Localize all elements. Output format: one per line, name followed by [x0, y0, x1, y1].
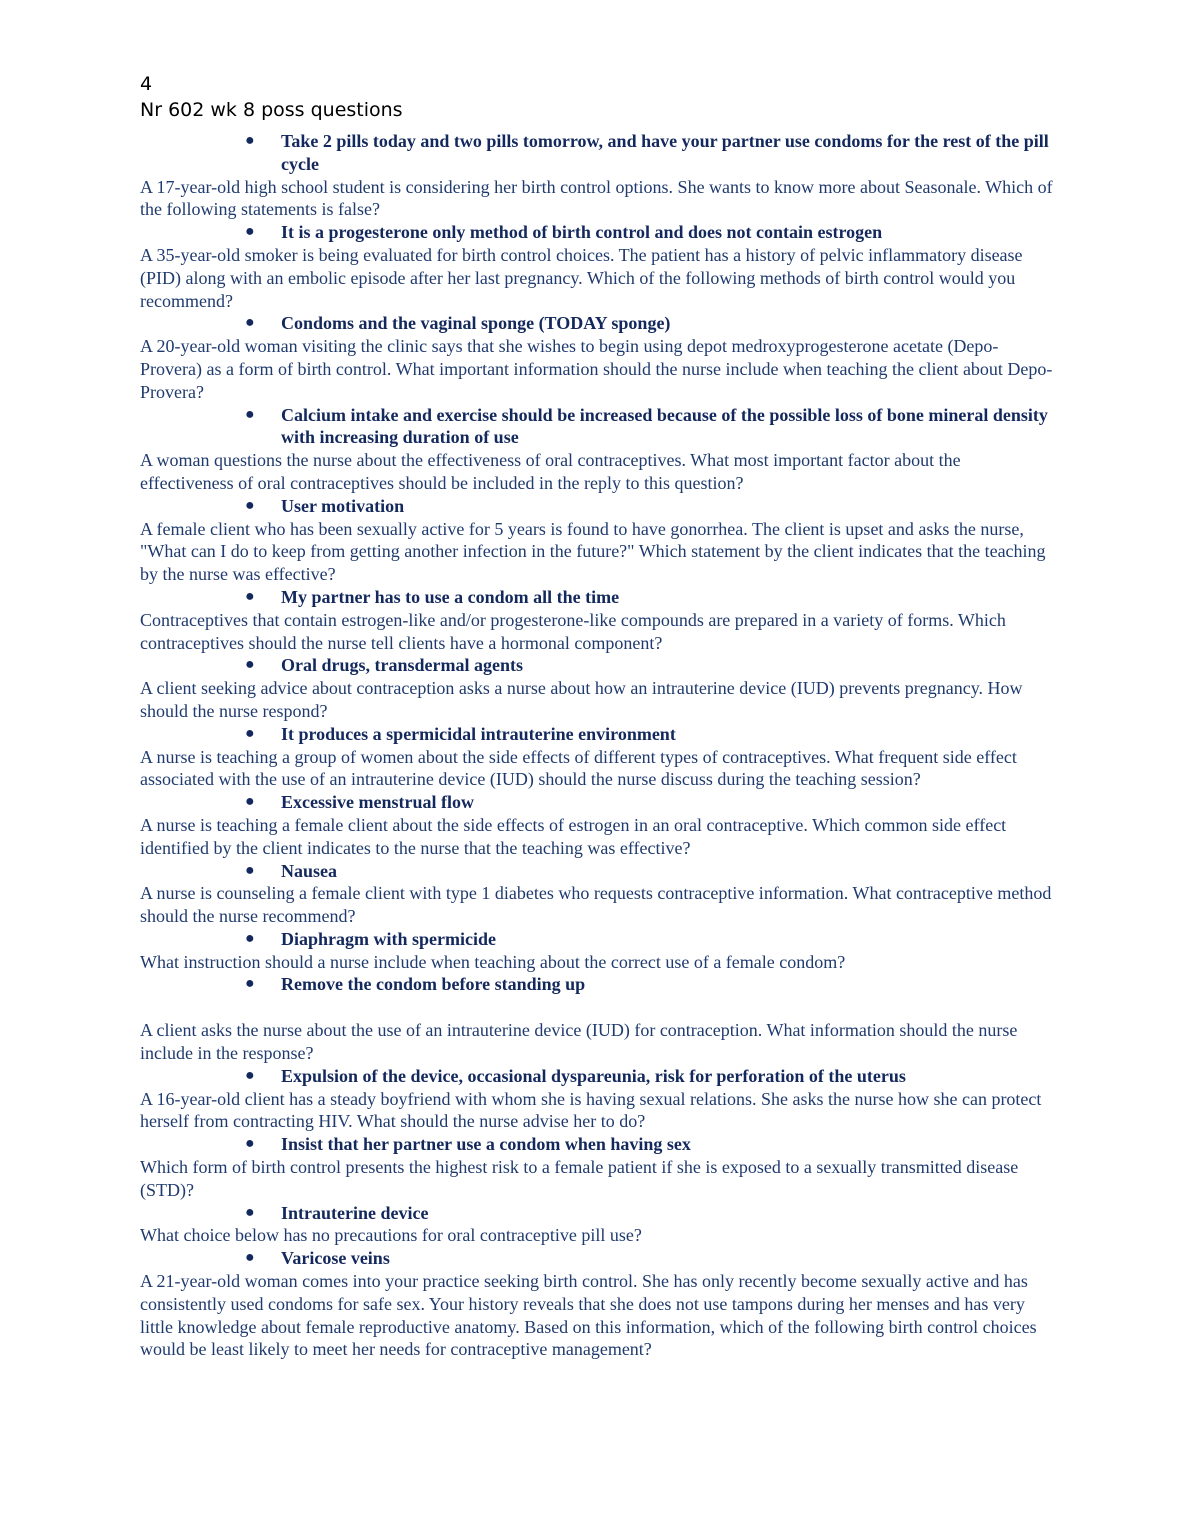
bullet-icon: ● — [245, 861, 255, 879]
answer-text: My partner has to use a condom all the time — [281, 586, 620, 607]
blank-line — [140, 996, 1055, 1019]
answer-bullet-item — [245, 404, 1055, 450]
question-text: A client seeking advice about contraception asks a nurse about how an intrauterine device (IUD) prevents pregnancy. How should the nurse respond? — [140, 678, 1023, 721]
answer-text: Excessive menstrual flow — [281, 792, 474, 813]
answer-bullet-item — [245, 495, 1055, 518]
answer-text: Remove the condom before standing up — [281, 974, 586, 995]
answer-text: Nausea — [281, 860, 338, 881]
question-text: A 21-year-old woman comes into your practice seeking birth control. She has only recently become sexually active and has consistently used condoms for safe sex. Your history reveals that she does not use tampons during her menses and has very little knowledge about female reproductive anatomy. Based on this information, which of the following birth control choices would be least likely to meet her needs for contraceptive management? — [140, 1271, 1037, 1360]
question-text: What choice below has no precautions for oral contraceptive pill use? — [140, 1225, 642, 1246]
document-body — [140, 130, 1055, 1361]
answer-bullet-item — [245, 723, 1055, 746]
question-text: A nurse is teaching a group of women about the side effects of different types of contraceptives. What frequent side effect associated with the use of an intrauterine device (IUD) should the nurse discuss during the teaching session? — [140, 746, 1017, 790]
bullet-icon: ● — [245, 496, 255, 514]
document-title: Nr 602 wk 8 poss questions — [140, 99, 403, 121]
bullet-icon: ● — [245, 405, 255, 423]
answer-bullet-item — [245, 312, 1055, 335]
answer-text: Expulsion of the device, occasional dyspareunia, risk for perforation of the uterus — [281, 1065, 906, 1086]
question-text: A 20-year-old woman visiting the clinic says that she wishes to begin using depot medroxyprogesterone acetate (Depo-Provera) as a form of birth control. What important information should the nurse include when teaching the client about Depo-Provera? — [140, 336, 1053, 402]
answer-bullet-item — [245, 586, 1055, 609]
answer-bullet-item — [245, 654, 1055, 677]
question-text: What instruction should a nurse include when teaching about the correct use of a female condom? — [140, 951, 846, 972]
bullet-icon: ● — [245, 724, 255, 742]
answer-text: Varicose veins — [281, 1248, 390, 1269]
answer-bullet-item — [245, 1202, 1055, 1225]
bullet-icon: ● — [245, 1249, 255, 1267]
answer-bullet-item — [245, 1065, 1055, 1088]
page-number: 4 — [140, 73, 153, 95]
answer-text: Calcium intake and exercise should be increased because of the possible loss of bone mineral density with increasing duration of use — [281, 404, 1048, 448]
bullet-icon: ● — [245, 975, 255, 993]
answer-text: It is a progesterone only method of birth control and does not contain estrogen — [281, 222, 883, 243]
question-text: A 35-year-old smoker is being evaluated for birth control choices. The patient has a history of pelvic inflammatory disease (PID) along with an embolic episode after her last pregnancy. Which of the following methods of birth control would you recommend? — [140, 244, 1023, 311]
bullet-icon: ● — [245, 587, 255, 605]
answer-text: User motivation — [281, 495, 405, 516]
question-text: A female client who has been sexually active for 5 years is found to have gonorrhea. The client is upset and asks the nurse, "What can I do to keep from getting another infection in the future?" Which statement by the client indicates that the teaching by the nurse was effective? — [140, 518, 1046, 585]
answer-text: Condoms and the vaginal sponge (TODAY sponge) — [281, 313, 671, 334]
question-text: Contraceptives that contain estrogen-like and/or progesterone-like compounds are prepared in a variety of forms. Which contraceptives should the nurse tell clients have a hormonal component? — [140, 609, 1006, 653]
bullet-icon: ● — [245, 656, 255, 674]
bullet-icon: ● — [245, 1135, 255, 1153]
answer-text: Take 2 pills today and two pills tomorrow, and have your partner use condoms for the rest of the pill cycle — [281, 131, 1049, 174]
answer-bullet-item — [245, 860, 1055, 883]
answer-text: Diaphragm with spermicide — [281, 928, 496, 949]
answer-bullet-item — [245, 1133, 1055, 1156]
answer-bullet-item — [245, 928, 1055, 951]
question-text: A nurse is teaching a female client about the side effects of estrogen in an oral contraceptive. Which common side effect identified by the client indicates to the nurse that the teaching was effective? — [140, 814, 1007, 858]
answer-bullet-item — [245, 1247, 1055, 1270]
bullet-icon: ● — [245, 929, 255, 947]
question-text: Which form of birth control presents the highest risk to a female patient if she is exposed to a sexually transmitted disease (STD)? — [140, 1157, 1019, 1200]
bullet-icon: ● — [245, 223, 255, 241]
answer-bullet-item — [245, 221, 1055, 244]
question-text: A client asks the nurse about the use of an intrauterine device (IUD) for contraception. What information should the nurse include in the response? — [140, 1020, 1018, 1064]
bullet-icon: ● — [245, 793, 255, 811]
answer-bullet-item — [245, 791, 1055, 814]
answer-text: It produces a spermicidal intrauterine environment — [281, 723, 676, 744]
bullet-icon: ● — [245, 1066, 255, 1084]
answer-text: Oral drugs, transdermal agents — [281, 655, 523, 676]
question-text: A 17-year-old high school student is considering her birth control options. She wants to know more about Seasonale. Which of the following statements is false? — [140, 176, 1053, 220]
answer-text: Intrauterine device — [281, 1202, 429, 1223]
question-text: A woman questions the nurse about the effectiveness of oral contraceptives. What most important factor about the effectiveness of oral contraceptives should be included in the reply to this question? — [140, 450, 961, 493]
bullet-icon: ● — [245, 314, 255, 332]
bullet-icon: ● — [245, 1203, 255, 1221]
answer-bullet-item — [245, 130, 1055, 176]
bullet-icon: ● — [245, 132, 255, 149]
question-text: A nurse is counseling a female client with type 1 diabetes who requests contraceptive information. What contraceptive method should the nurse recommend? — [140, 883, 1052, 927]
answer-bullet-item — [245, 973, 1055, 996]
question-text: A 16-year-old client has a steady boyfriend with whom she is having sexual relations. She asks the nurse how she can protect herself from contracting HIV. What should the nurse advise her to do? — [140, 1088, 1042, 1132]
document-page — [140, 72, 1055, 1361]
answer-text: Insist that her partner use a condom when having sex — [281, 1134, 691, 1155]
